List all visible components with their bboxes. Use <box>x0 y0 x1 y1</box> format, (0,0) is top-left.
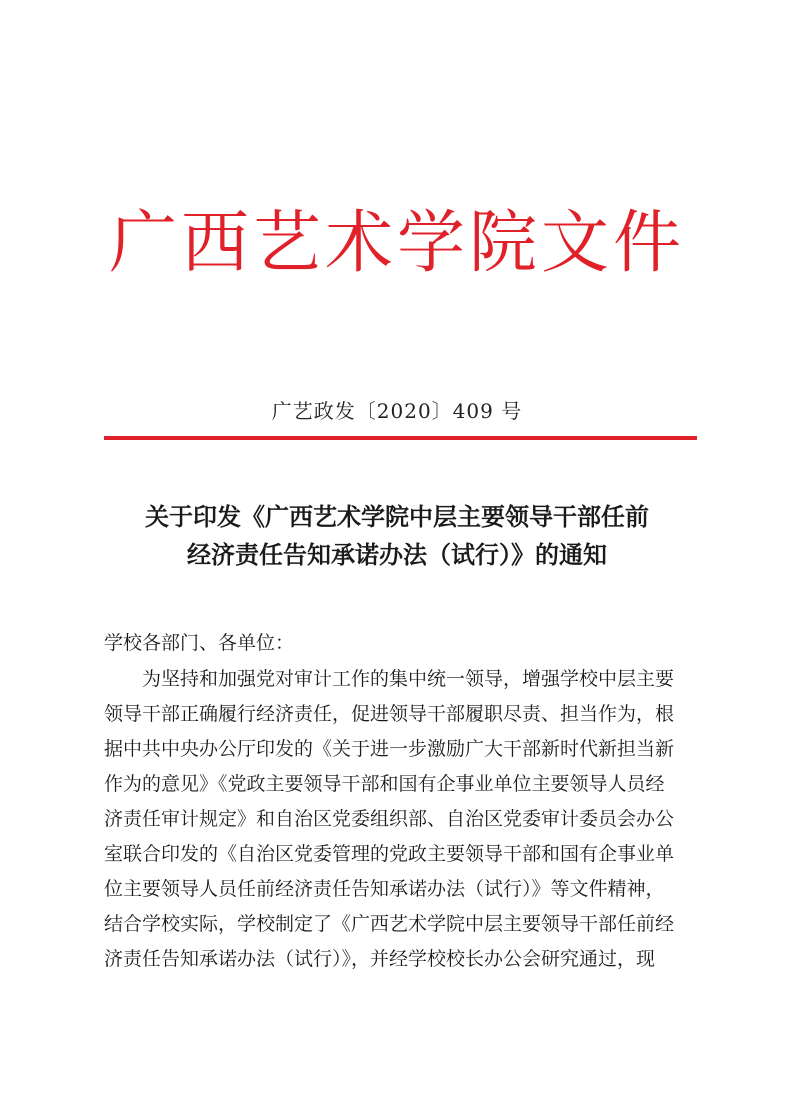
notice-title-line: 关于印发《广西艺术学院中层主要领导干部任前 <box>145 502 649 531</box>
body-line: 济责任审计规定》和自治区党委组织部、自治区党委审计委员会办公 <box>104 808 675 830</box>
body-line: 领导干部正确履行经济责任，促进领导干部履职尽责、担当作为，根 <box>104 703 675 725</box>
body-line: 作为的意见》《党政主要领导干部和国有企事业单位主要领导人员经 <box>104 773 665 795</box>
body-line: 为坚持和加强党对审计工作的集中统一领导，增强学校中层主要 <box>142 668 675 690</box>
notice-title-line: 经济责任告知承诺办法（试行）》的通知 <box>187 540 607 569</box>
body-line: 据中共中央办公厅印发的《关于进一步激励广大干部新时代新担当新 <box>104 738 675 760</box>
body-paragraph <box>104 662 704 977</box>
issuer-header: 广西艺术学院文件 <box>108 204 685 283</box>
red-divider-line <box>104 436 697 440</box>
document-number: 广艺政发〔2020〕409 号 <box>271 399 523 423</box>
body-line: 室联合印发的《自治区党委管理的党政主要领导干部和国有企事业单 <box>104 843 675 865</box>
notice-title <box>0 498 794 574</box>
body-line: 结合学校实际，学校制定了《广西艺术学院中层主要领导干部任前经 <box>104 913 675 935</box>
salutation: 学校各部门、各单位： <box>104 632 295 654</box>
body-line: 位主要领导人员任前经济责任告知承诺办法（试行）》等文件精神， <box>104 878 665 900</box>
body-line: 济责任告知承诺办法（试行）》，并经学校校长办公会研究通过，现 <box>104 948 656 970</box>
